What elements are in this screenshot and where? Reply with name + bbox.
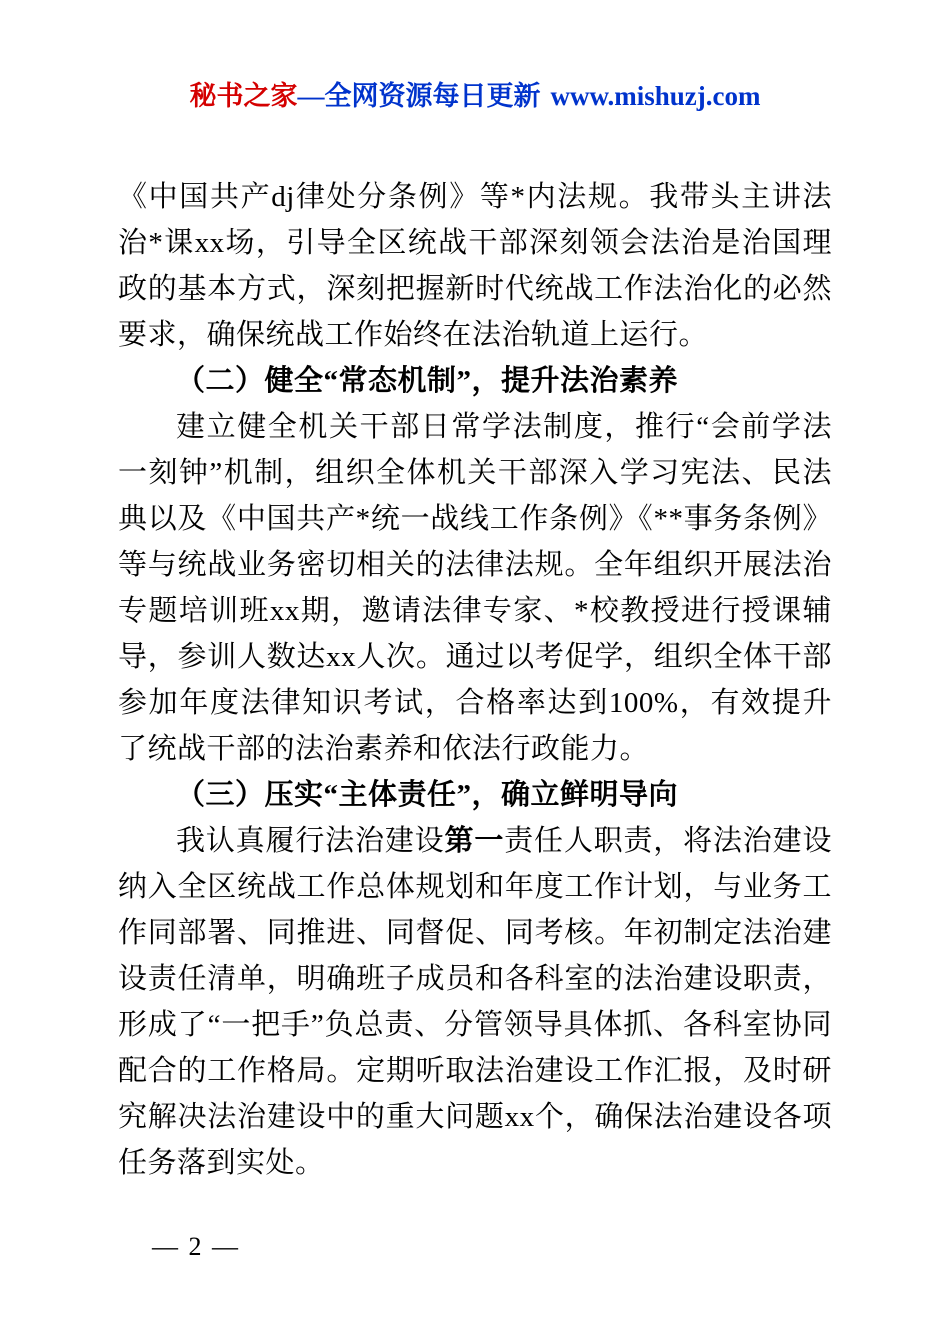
text-segment: 责任人职责，将法治建设纳入全区统战工作总体规划和年度工作计划，与业务工作同部署、同推进、同督促、同考核。年初制定法治建设责任清单，明确班子成员和各科室的法治建设职责，形成了“一把手”负总责、分管领导具体抓、各科室协同配合的工作格局。定期听取法治建设工作汇报，及时研究解决法治建设中的重大问题xx个，确保法治建设各项任务落到实处。: [118, 825, 832, 1179]
bold-text-segment: （三）压实“主体责任”，确立鲜明导向: [176, 779, 679, 811]
page-number: — 2 —: [152, 1232, 240, 1261]
bold-text-segment: （二）健全“常态机制”，提升法治素养: [176, 365, 679, 397]
paragraph: [118, 174, 832, 358]
section-heading: [118, 772, 832, 818]
bold-text-segment: 第一: [444, 825, 505, 857]
document-body: [118, 174, 832, 1186]
page-footer: [152, 1232, 240, 1262]
text-segment: 《中国共产dj律处分条例》等*内法规。我带头主讲法治*课xx场，引导全区统战干部深刻领会法治是治国理政的基本方式，深刻把握新时代统战工作法治化的必然要求，确保统战工作始终在法治轨道上运行。: [118, 181, 832, 351]
section-heading: [118, 358, 832, 404]
paragraph: [118, 404, 832, 772]
text-segment: 我认真履行法治建设: [176, 825, 445, 857]
site-tagline: —全网资源每日更新: [297, 81, 541, 111]
paragraph: [118, 818, 832, 1186]
site-url-link[interactable]: www.mishuzj.com: [550, 81, 761, 111]
site-brand: 秘书之家: [189, 81, 298, 111]
site-header: [118, 78, 832, 114]
text-segment: 建立健全机关干部日常学法制度，推行“会前学法一刻钟”机制，组织全体机关干部深入学习宪法、民法典以及《中国共产*统一战线工作条例》《**事务条例》等与统战业务密切相关的法律法规。全年组织开展法治专题培训班xx期，邀请法律专家、*校教授进行授课辅导，参训人数达xx人次。通过以考促学，组织全体干部参加年度法律知识考试，合格率达到100%，有效提升了统战干部的法治素养和依法行政能力。: [118, 411, 832, 765]
